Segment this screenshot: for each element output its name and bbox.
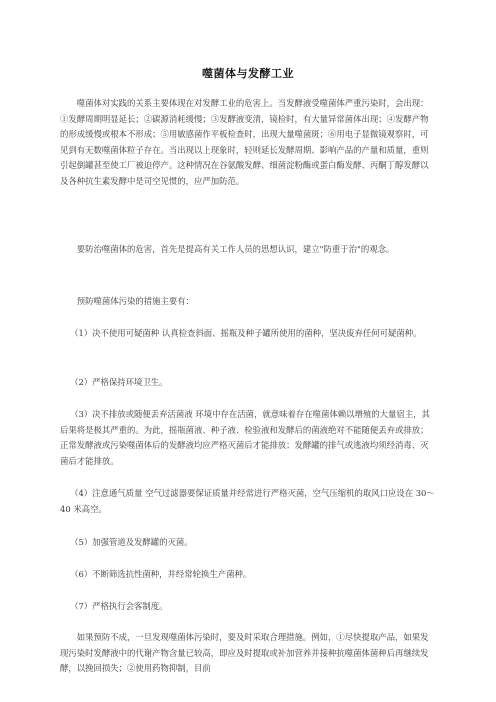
paragraph-remediation: 如果预防不成，一旦发现噬菌体污染时，要及时采取合理措施。例如，①尽快提取产品，如果发现污染时发酵液中的代谢产物含量已较高，即应及时提取或补加营养并接种抗噬菌体菌种后再继续发酵，以挽回损失；②使用药物抑制，目前 [60,632,429,674]
list-item-measure-3: （3）决不排放或随便丢弃活菌液 环境中存在活菌，就意味着存在噬菌体赖以增殖的大量宿主，其后果将是极其严重的。为此，摇瓶菌液、种子液、检验液和发酵后的菌液绝对不能随便丢弃或排放；正常发酵液或污染噬菌体后的发酵液均应严格灭菌后才能排放；发酵罐的排气或逃液均须经消毒、灭菌后才能排放。 [60,409,430,466]
list-item-measure-1: （1）决不使用可疑菌种 认真检查斜面、摇瓶及种子罐所使用的菌种，坚决废弃任何可疑菌种。 [70,328,422,338]
list-item-measure-4: （4）注意通气质量 空气过滤器要保证质量并经常进行严格灭菌，空气压缩机的取风口应设在 30～40 米高空。 [60,488,435,514]
paragraph-intro: 噬菌体对实践的关系主要体现在对发酵工业的危害上。当发酵液受噬菌体严重污染时，会出现：①发酵周期明显延长；②碳源消耗缓慢；③发酵液变清，镜检时，有大量异常菌体出现；④发酵产物的形成缓慢或根本不形成；⑤用敏感菌作平板检查时，出现大量噬菌斑；⑥用电子显微镜观察时，可见到有无数噬菌体粒子存在。当出现以上现象时，轻则延长发酵周期、影响产品的产量和质量，重则引起倒罐甚至使工厂被迫停产。这种情况在谷氨酸发酵、细菌淀粉酶或蛋白酶发酵、丙酮丁醇发酵以及各种抗生素发酵中是司空见惯的，应严加防范。 [60,98,429,186]
paragraph-prevention-principle: 要防治噬菌体的危害，首先是提高有关工作人员的思想认识，建立"防重于治"的观念。 [76,244,395,254]
list-item-measure-6: （6）不断筛选抗性菌种，并经常轮换生产菌种。 [70,569,252,579]
document-title: 噬菌体与发酵工业 [202,67,294,80]
list-item-measure-7: （7）严格执行会客制度。 [70,601,168,611]
list-item-measure-5: （5）加强管道及发酵罐的灭菌。 [70,537,193,547]
paragraph-measures-heading: 预防噬菌体污染的措施主要有： [76,296,195,306]
list-item-measure-2: （2）严格保持环境卫生。 [70,377,168,387]
